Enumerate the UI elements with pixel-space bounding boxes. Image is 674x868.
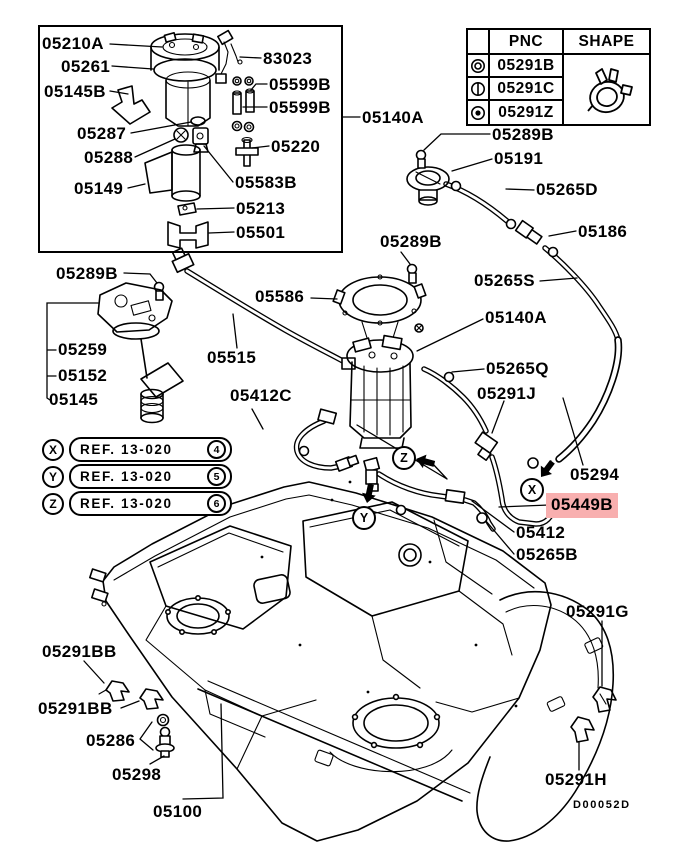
part-label-05599B-2[interactable]: 05599B — [269, 98, 331, 117]
part-label-05449B-highlighted[interactable]: 05449B — [546, 493, 618, 518]
pnc-row-05291B[interactable]: 05291B — [490, 55, 564, 78]
part-label-05291H[interactable]: 05291H — [545, 770, 607, 789]
part-label-05265S[interactable]: 05265S — [474, 271, 536, 290]
part-label-05412C[interactable]: 05412C — [230, 386, 292, 405]
part-label-05152[interactable]: 05152 — [58, 366, 108, 385]
ref-marker-y: Y — [42, 466, 64, 488]
part-label-05583B[interactable]: 05583B — [235, 173, 297, 192]
double-ring-icon — [468, 55, 490, 78]
view-marker-x: X — [520, 478, 544, 502]
part-label-05298[interactable]: 05298 — [112, 765, 162, 784]
ref-text-y: REF. 13-020 — [80, 469, 173, 484]
bullseye-icon — [468, 101, 490, 124]
view-marker-y: Y — [352, 506, 376, 530]
part-label-05289B-top[interactable]: 05289B — [492, 125, 554, 144]
sender-unit-drawing — [98, 283, 183, 423]
ref-text-x: REF. 13-020 — [80, 442, 173, 457]
part-label-05261[interactable]: 05261 — [61, 57, 111, 76]
ref-marker-x: X — [42, 439, 64, 461]
diagram-code: D00052D — [573, 799, 631, 811]
part-label-05265B[interactable]: 05265B — [516, 545, 578, 564]
part-label-05288[interactable]: 05288 — [84, 148, 134, 167]
ref-marker-z: Z — [42, 493, 64, 515]
part-label-05289B-mid[interactable]: 05289B — [380, 232, 442, 251]
view-marker-z: Z — [392, 446, 416, 470]
part-label-05145B[interactable]: 05145B — [44, 82, 106, 101]
part-label-05501[interactable]: 05501 — [236, 223, 286, 242]
part-label-05265Q[interactable]: 05265Q — [486, 359, 549, 378]
part-label-05291BB-1[interactable]: 05291BB — [42, 642, 117, 661]
part-label-05412[interactable]: 05412 — [516, 523, 566, 542]
part-label-05186[interactable]: 05186 — [578, 222, 628, 241]
filler-cap-drawing — [407, 167, 449, 205]
ring-vertical-bar-icon — [468, 78, 490, 101]
part-label-05291BB-2[interactable]: 05291BB — [38, 699, 113, 718]
clamp-shape-icon — [564, 55, 649, 124]
part-label-83023[interactable]: 83023 — [263, 49, 313, 68]
ref-note-y — [42, 464, 232, 489]
part-label-05191[interactable]: 05191 — [494, 149, 544, 168]
ref-note-x — [42, 437, 232, 462]
ref-text-z: REF. 13-020 — [80, 496, 173, 511]
ref-box-x — [69, 437, 232, 462]
part-label-05291J[interactable]: 05291J — [477, 384, 537, 403]
part-label-05291G[interactable]: 05291G — [566, 602, 629, 621]
part-label-05100[interactable]: 05100 — [153, 802, 203, 821]
ref-note-z — [42, 491, 232, 516]
part-label-05140A-main[interactable]: 05140A — [485, 308, 547, 327]
part-label-05286[interactable]: 05286 — [86, 731, 136, 750]
pnc-row-05291C[interactable]: 05291C — [490, 78, 564, 101]
ref-box-z — [69, 491, 232, 516]
part-label-05294[interactable]: 05294 — [570, 465, 620, 484]
part-label-05220[interactable]: 05220 — [271, 137, 321, 156]
part-label-05149[interactable]: 05149 — [74, 179, 124, 198]
pnc-row-05291Z[interactable]: 05291Z — [490, 101, 564, 124]
ref-number-z: 6 — [207, 494, 226, 513]
pnc-header: PNC — [490, 30, 564, 55]
part-label-05599B-1[interactable]: 05599B — [269, 75, 331, 94]
part-label-05265D[interactable]: 05265D — [536, 180, 598, 199]
part-label-05140A-inset[interactable]: 05140A — [362, 108, 424, 127]
part-label-05145[interactable]: 05145 — [49, 390, 99, 409]
symbol-header-cell — [468, 30, 490, 55]
ref-box-y — [69, 464, 232, 489]
fuel-tank-drawing — [90, 481, 551, 841]
shape-header: SHAPE — [564, 30, 649, 55]
part-label-05586[interactable]: 05586 — [255, 287, 305, 306]
part-label-05213[interactable]: 05213 — [236, 199, 286, 218]
clip-drawings — [99, 681, 616, 757]
ref-number-x: 4 — [207, 440, 226, 459]
ref-number-y: 5 — [207, 467, 226, 486]
part-label-05210A[interactable]: 05210A — [42, 34, 104, 53]
part-label-05287[interactable]: 05287 — [77, 124, 127, 143]
part-label-05515[interactable]: 05515 — [207, 348, 257, 367]
part-label-05259[interactable]: 05259 — [58, 340, 108, 359]
part-label-05289B-left[interactable]: 05289B — [56, 264, 118, 283]
pnc-shape-table — [466, 28, 651, 126]
